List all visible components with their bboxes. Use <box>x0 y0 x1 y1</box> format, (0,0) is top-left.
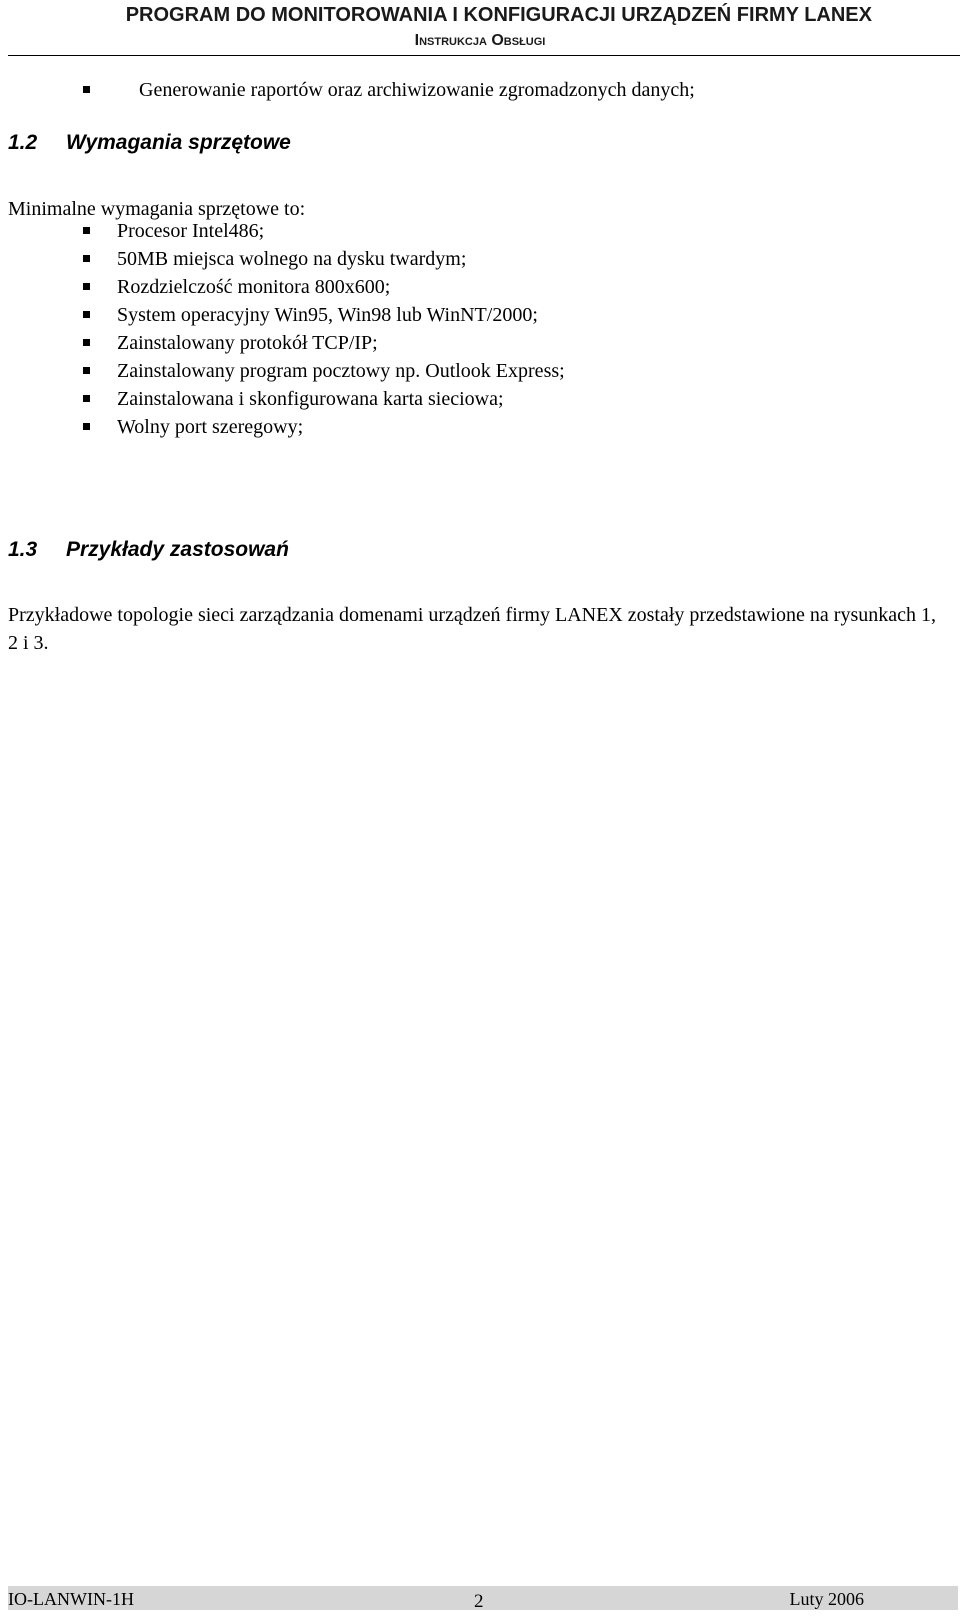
footer-date: Luty 2006 <box>789 1589 864 1609</box>
list-item-text: System operacyjny Win95, Win98 lub WinNT/2000; <box>117 304 538 326</box>
list-item-text: Generowanie raportów oraz archiwizowanie zgromadzonych danych; <box>139 79 695 101</box>
footer-page-number: 2 <box>474 1591 484 1612</box>
square-bullet-icon <box>83 311 90 318</box>
square-bullet-icon <box>83 423 90 430</box>
page-header-subtitle: Instrukcja Obsługi <box>414 32 546 49</box>
square-bullet-icon <box>83 86 90 93</box>
list-item-text: Rozdzielczość monitora 800x600; <box>117 276 391 298</box>
square-bullet-icon <box>83 255 90 262</box>
list-item-text: 50MB miejsca wolnego na dysku twardym; <box>117 248 467 270</box>
requirements-intro: Minimalne wymagania sprzętowe to: <box>8 198 306 220</box>
list-item-text: Procesor Intel486; <box>117 220 265 242</box>
square-bullet-icon <box>83 339 90 346</box>
list-item-text: Zainstalowana i skonfigurowana karta sieciowa; <box>117 388 504 410</box>
header-divider <box>8 55 960 56</box>
list-item-text: Wolny port szeregowy; <box>117 416 304 438</box>
section-title: Wymagania sprzętowe <box>66 131 291 154</box>
section-heading-1-2 <box>8 130 291 156</box>
square-bullet-icon <box>83 227 90 234</box>
square-bullet-icon <box>83 367 90 374</box>
list-item-text: Zainstalowany program pocztowy np. Outlook Express; <box>117 360 565 382</box>
page-footer <box>8 1586 958 1610</box>
section-title: Przykłady zastosowań <box>66 538 289 561</box>
footer-doc-id: IO-LANWIN-1H <box>8 1589 134 1609</box>
square-bullet-icon <box>83 395 90 402</box>
list-item-text: Zainstalowany protokół TCP/IP; <box>117 332 378 354</box>
square-bullet-icon <box>83 283 90 290</box>
section-number: 1.2 <box>8 131 38 154</box>
section-heading-1-3 <box>8 537 289 563</box>
page-header-title: PROGRAM DO MONITOROWANIA I KONFIGURACJI URZĄDZEŃ FIRMY LANEX <box>125 4 872 26</box>
examples-paragraph: Przykładowe topologie sieci zarządzania domenami urządzeń firmy LANEX zostały przedstawione na rysunkach 1, 2 i 3. <box>8 604 936 654</box>
section-number: 1.3 <box>8 538 38 561</box>
